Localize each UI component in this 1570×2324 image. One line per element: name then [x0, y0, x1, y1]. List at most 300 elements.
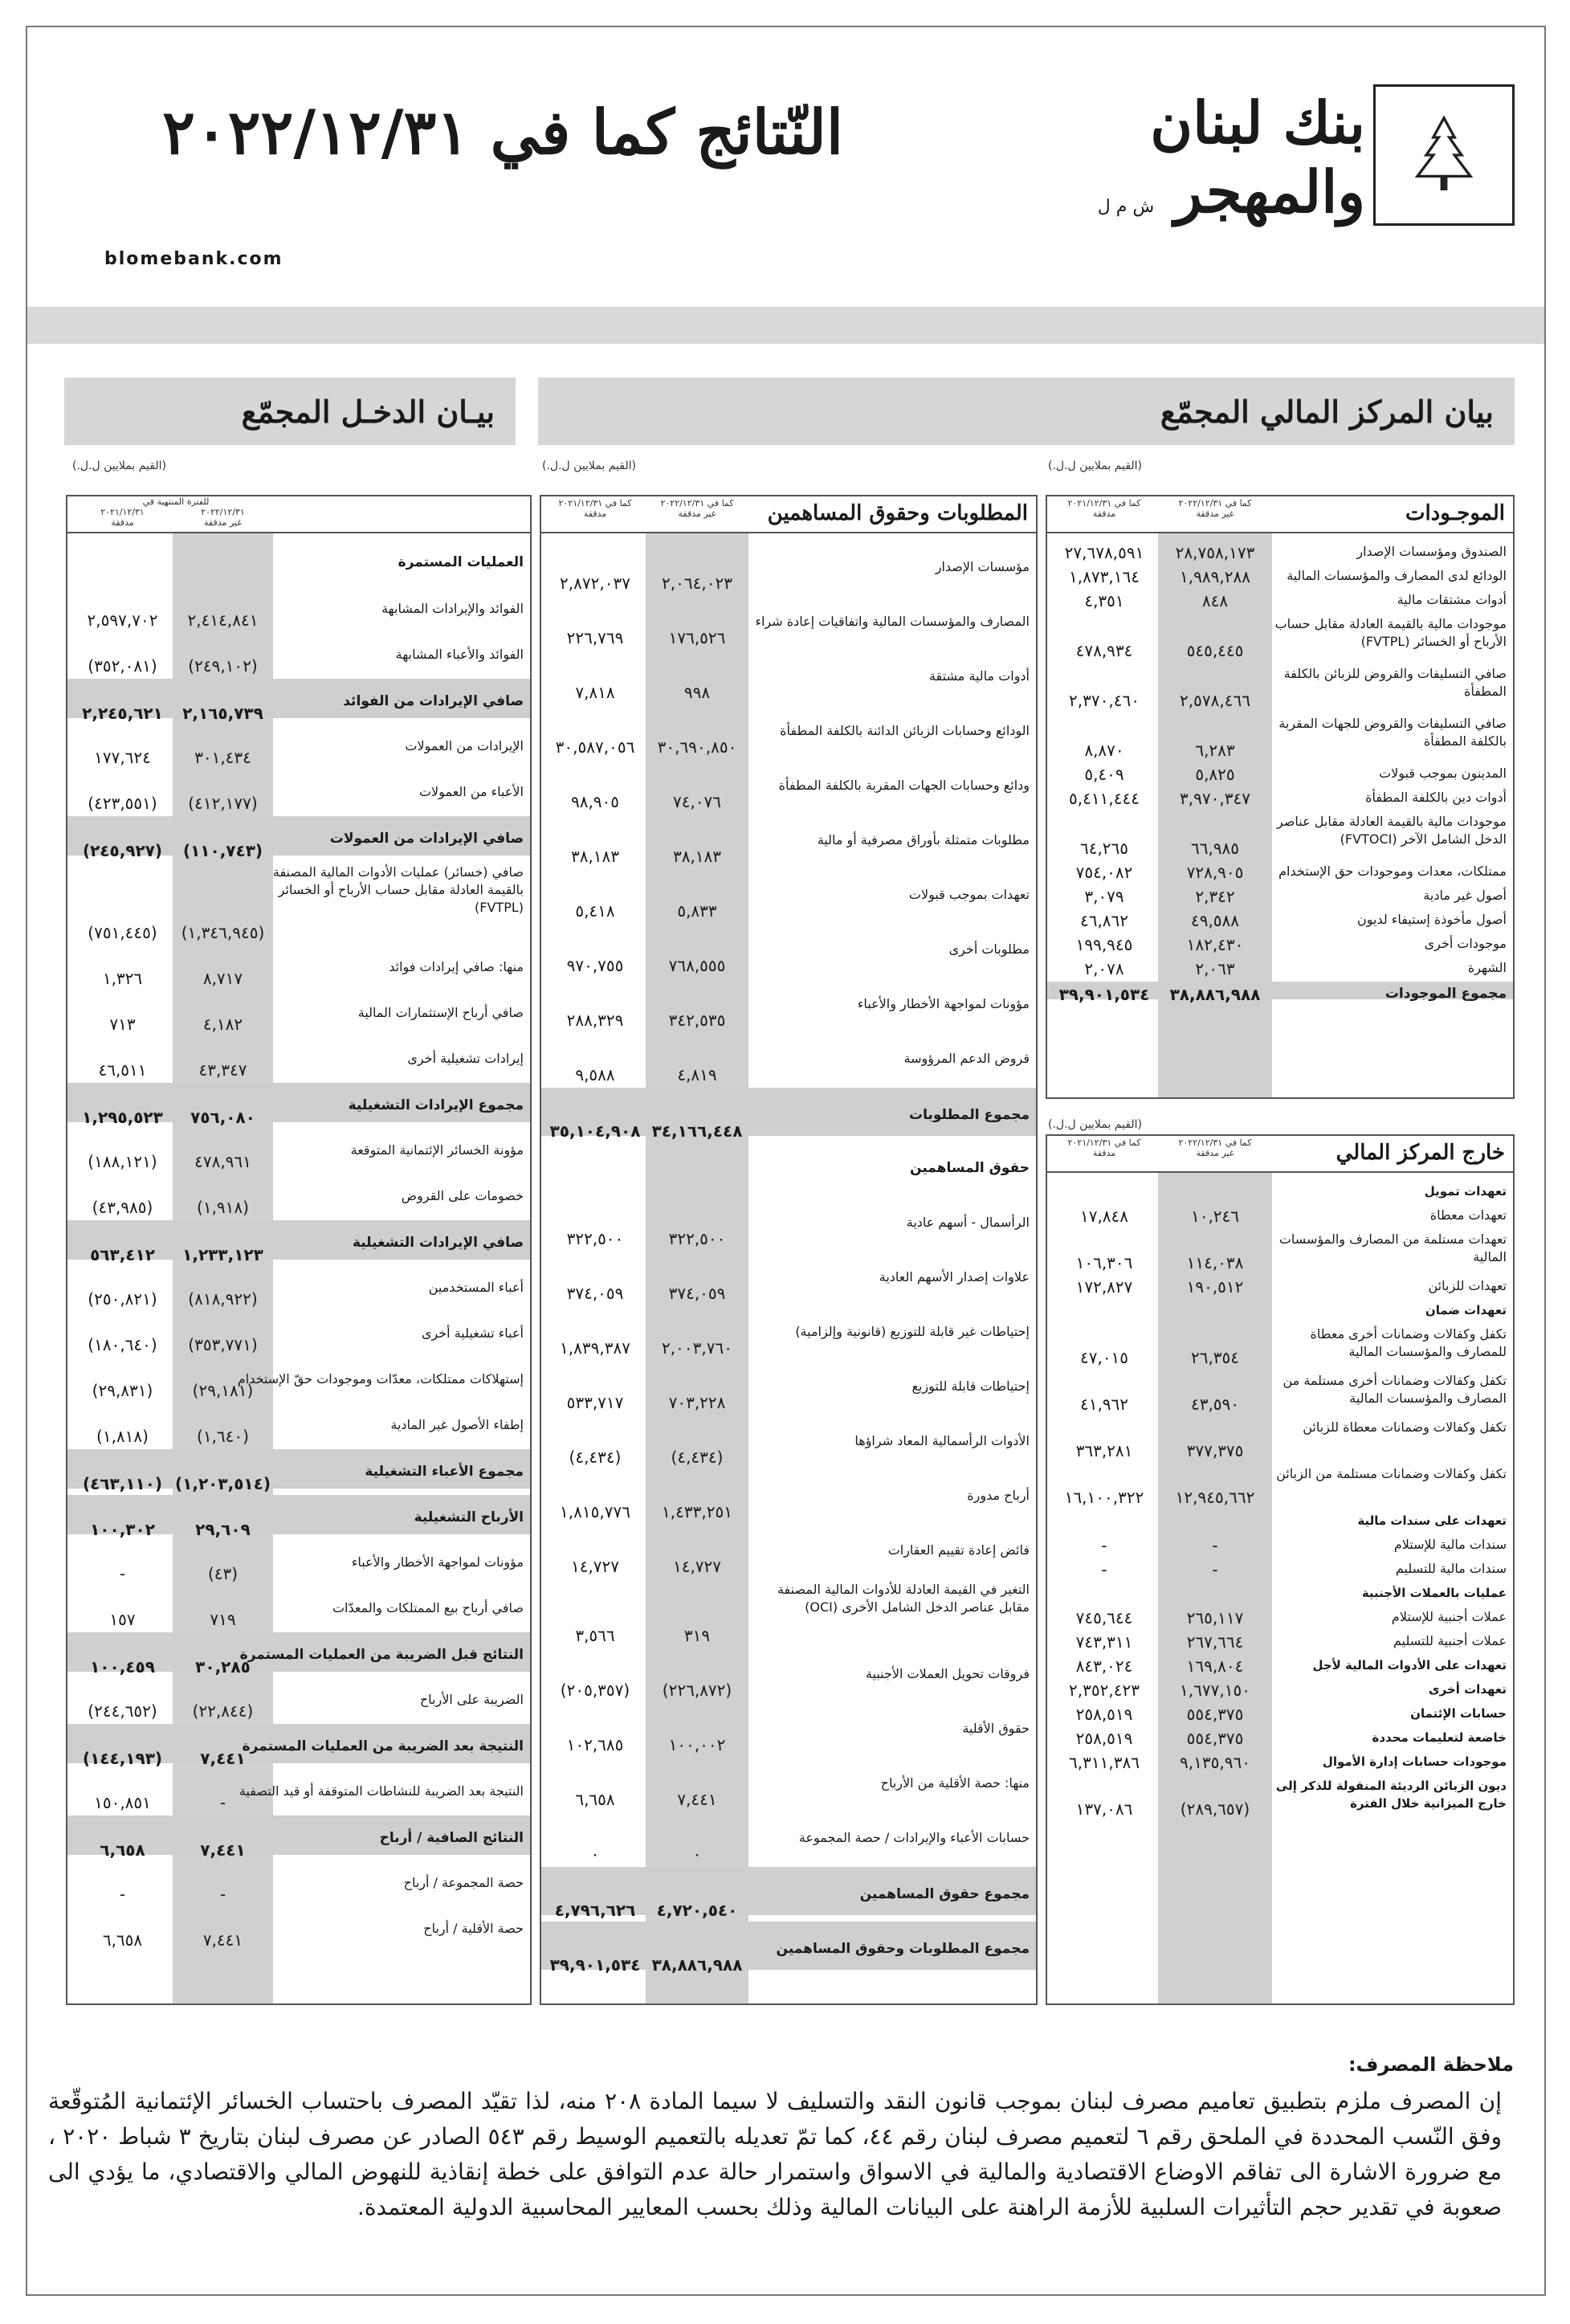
liabilities-title: المطلوبات وحقوق المساهمين: [767, 501, 1028, 525]
assets-row-value-2021: ١٩٩,٩٤٥: [1075, 935, 1133, 954]
liabilities-row-value-2021: ٣,٥٦٦: [575, 1626, 615, 1645]
assets-row-label: موجودات مالية بالقيمة العادلة مقابل حساب الأرباح أو الخسائر (FVTPL): [1274, 616, 1507, 649]
liabilities-row-label: مجموع المطلوبات وحقوق المساهمين: [776, 1941, 1030, 1957]
income-row-value-2021: ١,٣٢٦: [102, 969, 143, 988]
assets-col1-header: كما في ٢٠٢٢/١٢/٣١ غير مدققة: [1178, 498, 1252, 519]
income-row: [67, 1035, 530, 1081]
offbs-row-value-2021: ١٧,٨٤٨: [1079, 1207, 1129, 1226]
income-row-value-2022: (٣٥٣,٧٧١): [188, 1335, 258, 1354]
income-row: [67, 816, 530, 860]
income-col2-header: ٢٠٢١/١٢/٣١ مدققة: [100, 507, 145, 528]
income-row: [67, 1083, 530, 1127]
offbs-row-value-2021: ٨٤٣,٠٢٤: [1075, 1656, 1133, 1676]
offbs-row-value-2022: ٣٧٧,٣٧٥: [1186, 1441, 1244, 1460]
income-row-value-2021: (٤٣,٩٨٥): [92, 1198, 153, 1217]
offbs-row-label: تعهدات مستلمة من المصارف والمؤسسات المالية: [1278, 1231, 1507, 1264]
income-row-value-2022: (٤١٢,١٧٧): [188, 794, 258, 813]
income-row: [67, 679, 530, 723]
offbs-row: [1047, 1227, 1513, 1274]
liabilities-row: [541, 1468, 1036, 1523]
liabilities-row: [541, 813, 1036, 868]
income-row-value-2021: ٤٦,٥١١: [98, 1060, 147, 1080]
offbs-row-label: تعهدات على سندات مالية: [1357, 1513, 1507, 1528]
offbs-row-value-2022: ٥٥٤,٣٧٥: [1186, 1705, 1244, 1724]
income-row-label: حصة المجموعة / أرباح: [403, 1875, 524, 1890]
offbs-row-value-2022: ٩,١٣٥,٩٦٠: [1180, 1753, 1250, 1772]
bank-suffix: ش م ل: [1097, 197, 1155, 217]
income-row-value-2022: ١,٢٣٣,١٢٣: [182, 1245, 263, 1264]
offbs-row-value-2021: ١٠٦,٣٠٦: [1075, 1253, 1133, 1272]
liabilities-row-value-2022: ٤,٨١٩: [677, 1065, 717, 1084]
liabilities-row-value-2021: (٢٠٥,٣٥٧): [560, 1681, 630, 1700]
income-row: [67, 540, 530, 586]
offbs-row-label: عملات أجنبية للإستلام: [1391, 1609, 1507, 1624]
assets-row: [1047, 588, 1513, 612]
income-row-label: أعباء المستخدمين: [428, 1280, 524, 1295]
liabilities-row-label: الرأسمال - أسهم عادية: [906, 1215, 1030, 1230]
income-row: [67, 1173, 530, 1219]
liabilities-row: [541, 1701, 1036, 1756]
liabilities-row-label: فروقات تحويل العملات الأجنبية: [865, 1666, 1030, 1681]
liabilities-row-value-2022: ٥,٨٣٣: [677, 901, 717, 921]
liabilities-row-value-2022: ٧٠٣,٢٢٨: [668, 1393, 726, 1412]
liabilities-row-label: ودائع وحسابات الجهات المقربة بالكلفة المطفأة: [778, 778, 1030, 793]
assets-row-label: أدوات مشتقات مالية: [1397, 592, 1507, 607]
offbs-unit-note: (القيم بملايين ل.ل.): [1048, 1118, 1142, 1131]
offbs-row: [1047, 1701, 1513, 1726]
income-row-value-2022: ٢,٤١٤,٨٤١: [187, 611, 259, 630]
offbs-row-value-2022: (٢٨٩,٦٥٧): [1180, 1799, 1250, 1819]
assets-row: [1047, 712, 1513, 762]
assets-row-value-2021: ٢٧,٦٧٨,٥٩١: [1064, 543, 1144, 562]
income-row-value-2022: (١١٠,٧٤٣): [182, 841, 263, 860]
income-row-label: إستهلاكات ممتلكات، معدّات وموجودات حقّ الإستخدام: [237, 1371, 524, 1387]
liabilities-row: [541, 1031, 1036, 1086]
income-row: [67, 1402, 530, 1448]
liab-col2-header: كما في ٢٠٢١/١٢/٣١ مدققة: [558, 498, 632, 519]
assets-row-value-2021: ٥,٤١١,٤٤٤: [1069, 789, 1140, 808]
liabilities-row: [541, 977, 1036, 1031]
liabilities-row-value-2022: ٢,٠٠٣,٧٦٠: [662, 1338, 732, 1358]
income-row-value-2021: (٤٦٣,١١٠): [82, 1474, 163, 1493]
income-row-label: صافي أرباح بيع الممتلكات والمعدّات: [332, 1600, 524, 1615]
liabilities-row-value-2022: ٧٤,٠٧٦: [672, 792, 722, 811]
assets-row: [1047, 612, 1513, 662]
income-row-value-2021: ١٥٠,٨٥١: [94, 1793, 151, 1812]
income-row: [67, 1495, 530, 1539]
income-row: [67, 723, 530, 769]
income-row-value-2021: (٢٤٥,٩٢٧): [82, 841, 163, 860]
offbs-row-value-2022: ١٢,٩٤٥,٦٦٢: [1175, 1488, 1255, 1507]
liabilities-row-label: مؤونات لمواجهة الأخطار والأعباء: [857, 996, 1030, 1011]
income-col1-header: ٢٠٢٢/١٢/٣١ غير مدققة: [201, 507, 245, 528]
offbs-row: [1047, 1274, 1513, 1298]
header-band: [27, 307, 1544, 344]
assets-row-label: صافي التسليفات والقروض للزبائن بالكلفة المطفأة: [1283, 666, 1507, 699]
liabilities-row: [541, 1088, 1036, 1141]
income-row: [67, 1860, 530, 1905]
offbs-row-label: حسابات الإئتمان: [1410, 1706, 1507, 1721]
income-row-value-2021: ٢,٢٤٥,٦٢١: [82, 704, 163, 723]
liabilities-row-value-2021: ٥٣٣,٧١٧: [566, 1393, 624, 1412]
income-row-label: إيرادات تشغيلية أخرى: [407, 1051, 524, 1066]
assets-row-value-2022: ٦,٢٨٣: [1195, 741, 1235, 760]
assets-row: [1047, 662, 1513, 712]
period-header: للفترة المنتهية في: [142, 496, 210, 507]
liabilities-row-label: تعهدات بموجب قبولات: [908, 887, 1030, 902]
assets-row: [1047, 564, 1513, 588]
liabilities-row-label: مؤسسات الإصدار: [935, 559, 1030, 574]
liabilities-row-value-2022: ١٤,٧٢٧: [672, 1557, 722, 1576]
liabilities-row: [541, 1359, 1036, 1414]
income-row-value-2021: (٣٥٢,٠٨١): [88, 656, 157, 676]
income-row-label: النتائج الصافية / أرباح: [379, 1830, 524, 1846]
assets-row-value-2022: ٥٤٥,٤٤٥: [1186, 641, 1244, 660]
assets-row-value-2021: ٧٥٤,٠٨٢: [1075, 863, 1133, 882]
liabilities-row-value-2021: ٣٨,١٨٣: [570, 847, 620, 866]
income-row: [67, 860, 530, 944]
assets-row: [1047, 860, 1513, 884]
cedar-icon: [1373, 84, 1515, 226]
assets-row-value-2022: ٤٩,٥٨٨: [1190, 911, 1240, 930]
offbs-row-value-2021: ٧٤٥,٦٤٤: [1075, 1608, 1133, 1628]
offbs-row-label: تكفل وكفالات وضمانات أخرى مستلمة من المصارف والمؤسسات المالية: [1283, 1373, 1507, 1406]
assets-row-label: صافي التسليفات والقروض للجهات المقربة بالكلفة المطفأة: [1278, 716, 1507, 749]
offbs-row-value-2021: ٢٥٨,٥١٩: [1075, 1705, 1133, 1724]
income-row-label: صافي أرباح الإستثمارات المالية: [357, 1005, 524, 1020]
income-row-value-2022: (٢٩,١٨١): [192, 1381, 254, 1400]
income-table-header: [67, 496, 530, 533]
offbs-row-label: عملات أجنبية للتسليم: [1393, 1633, 1507, 1648]
income-row-value-2022: ٧,٤٤١: [200, 1749, 246, 1768]
liabilities-row-value-2021: ٣٠,٥٨٧,٠٥٦: [555, 737, 635, 757]
income-row: [67, 1677, 530, 1722]
assets-row-label: الشهرة: [1467, 960, 1507, 975]
income-row-value-2021: (٢٥٠,٨٢١): [88, 1289, 157, 1309]
liabilities-row-value-2021: ٢,٨٧٢,٠٣٧: [560, 574, 630, 593]
liabilities-row-label: قروض الدعم المرؤوسة: [903, 1051, 1030, 1066]
income-row-value-2021: (٤٢٣,٥٥١): [88, 794, 157, 813]
offbs-row-label: تكفل وكفالات وضمانات معطاة للزبائن: [1303, 1419, 1507, 1435]
income-row-label: الفوائد والإيرادات المشابهة: [381, 601, 524, 616]
liabilities-row-label: حسابات الأعباء والإيرادات / حصة المجموعة: [798, 1830, 1030, 1845]
liabilities-row: [541, 922, 1036, 977]
offbs-row-label: تعهدات ضمان: [1425, 1303, 1507, 1317]
bank-name-line2: والمهجر ش م ل: [1097, 157, 1365, 226]
offbs-row: [1047, 1369, 1513, 1415]
off-balance-sheet-table: [1046, 1134, 1515, 2005]
assets-row-label: ممتلكات، معدات وموجودات حق الإستخدام: [1278, 864, 1507, 879]
income-row-value-2021: ١,٢٩٥,٥٢٣: [82, 1108, 163, 1127]
liabilities-row-value-2021: ٣٢٢,٥٠٠: [566, 1229, 624, 1248]
liabilities-row: [541, 594, 1036, 649]
assets-row-value-2022: ٧٢٨,٩٠٥: [1186, 863, 1244, 882]
income-row-value-2021: -: [119, 1885, 126, 1904]
income-row-value-2022: (٢٢,٨٤٤): [192, 1701, 254, 1721]
income-statement-table: [66, 495, 532, 2005]
income-row: [67, 1310, 530, 1356]
assets-row: [1047, 810, 1513, 860]
assets-row-value-2022: ٨٤٨: [1201, 591, 1229, 611]
income-row-label: إطفاء الأصول غير المادية: [390, 1417, 524, 1432]
offbs-row-label: سندات مالية للإستلام: [1393, 1537, 1507, 1552]
liabilities-row: [541, 704, 1036, 758]
offbs-row-value-2022: -: [1212, 1560, 1218, 1579]
liabilities-row-label: علاوات إصدار الأسهم العادية: [879, 1269, 1030, 1285]
liabilities-row-value-2022: ٢,٠٦٤,٠٢٣: [662, 574, 732, 593]
income-row: [67, 1127, 530, 1173]
liabilities-row: [541, 1523, 1036, 1578]
liabilities-row-value-2021: ١٤,٧٢٧: [570, 1557, 620, 1576]
liabilities-row-value-2021: ٢٨٨,٣٢٩: [566, 1011, 624, 1030]
assets-table-header: [1047, 496, 1513, 533]
offbs-row-value-2021: ٤١,٩٦٢: [1079, 1395, 1129, 1414]
liabilities-row-label: مجموع المطلوبات: [909, 1107, 1030, 1123]
offbs-row-label: موجودات حسابات إدارة الأموال: [1322, 1754, 1507, 1769]
income-row-label: مجموع الإيرادات التشغيلية: [348, 1097, 524, 1113]
liabilities-row-label: التغير في القيمة العادلة للأدوات المالية المصنفة مقابل عناصر الدخل الشامل الأخرى (OCI): [777, 1582, 1030, 1615]
liabilities-row-value-2022: ٤,٧٢٠,٥٤٠: [656, 1901, 738, 1920]
liabilities-row-label: أرباح مدورة: [967, 1488, 1030, 1503]
bank-name-line1: بنك لبنان: [1150, 88, 1365, 157]
liabilities-row-value-2021: ١٠٢,٦٨٥: [566, 1735, 624, 1754]
liabilities-row-value-2021: (٤,٤٣٤): [569, 1448, 622, 1467]
offbs-row-label: عمليات بالعملات الأجنبية: [1361, 1586, 1507, 1600]
assets-row-value-2022: ٦٦,٩٨٥: [1190, 839, 1240, 858]
liabilities-row-label: الودائع وحسابات الزبائن الدائنة بالكلفة المطفأة: [780, 723, 1030, 738]
liabilities-row-value-2022: ١٠٠,٠٠٢: [668, 1735, 726, 1754]
liabilities-row-value-2022: ٣١٩: [683, 1626, 711, 1645]
liabilities-row-label: الأدوات الرأسمالية المعاد شراؤها: [854, 1433, 1030, 1448]
offbs-row: [1047, 1203, 1513, 1227]
liabilities-row-value-2021: ٤,٧٩٦,٦٢٦: [554, 1901, 636, 1920]
income-row: [67, 1449, 530, 1493]
income-row-value-2021: ٥٦٣,٤١٢: [90, 1245, 155, 1264]
income-row: [67, 1585, 530, 1631]
income-row-value-2022: ٧٥٦,٠٨٠: [190, 1108, 255, 1127]
liabilities-row-label: مطلوبات متمثلة بأوراق مصرفية أو مالية: [817, 832, 1030, 848]
assets-row-value-2021: ٣٩,٩٠١,٥٣٤: [1058, 985, 1150, 1004]
income-row: [67, 1539, 530, 1585]
assets-row-label: أصول غير مادية: [1423, 888, 1507, 903]
liabilities-row-value-2022: (٤,٤٣٤): [671, 1448, 724, 1467]
liabilities-row-label: منها: حصة الأقلية من الأرباح: [880, 1775, 1030, 1791]
income-row-value-2022: (٤٣): [207, 1564, 239, 1583]
assets-row-value-2021: ٨,٨٧٠: [1084, 741, 1124, 760]
offbs-row: [1047, 1415, 1513, 1462]
liabilities-row-value-2021: ٩,٥٨٨: [575, 1065, 615, 1084]
assets-row-value-2021: ٥,٤٠٩: [1084, 765, 1124, 784]
assets-row-value-2022: ٣,٩٧٠,٣٤٧: [1180, 789, 1250, 808]
income-row-value-2021: (٧٥١,٤٤٥): [88, 923, 157, 942]
liabilities-row-value-2021: ٣٧٤,٠٥٩: [566, 1284, 624, 1303]
income-row-value-2022: ٤٣,٣٤٧: [198, 1060, 247, 1080]
liabilities-row: [541, 868, 1036, 922]
liabilities-row-value-2022: ٣٢٢,٥٠٠: [668, 1229, 726, 1248]
liabilities-row-label: فائض إعادة تقييم العقارات: [887, 1542, 1030, 1558]
assets-row-value-2022: ١٨٢,٤٣٠: [1186, 935, 1244, 954]
assets-row-value-2021: ٤,٣٥١: [1084, 591, 1124, 611]
income-row: [67, 1724, 530, 1768]
assets-row-value-2021: ٦٤,٢٦٥: [1079, 839, 1129, 858]
offbs-row-value-2022: ١٩٠,٥١٢: [1186, 1277, 1244, 1297]
income-row: [67, 1815, 530, 1860]
income-row-value-2022: ٣٠,٢٨٥: [195, 1657, 251, 1677]
offbs-row-value-2021: ٢٥٨,٥١٩: [1075, 1729, 1133, 1748]
bank-name: [1044, 88, 1365, 242]
income-row-value-2022: ٧١٩: [210, 1610, 236, 1629]
income-row-value-2021: ١٧٧,٦٢٤: [94, 748, 151, 767]
income-row-value-2022: ٤,١٨٢: [202, 1015, 243, 1034]
income-row-value-2021: ١٠٠,٤٥٩: [90, 1657, 155, 1677]
assets-row-value-2022: ٣٨,٨٨٦,٩٨٨: [1169, 985, 1261, 1004]
income-row-value-2021: (١٨٠,٦٤٠): [88, 1335, 157, 1354]
assets-row-label: الودائع لدى المصارف والمؤسسات المالية: [1287, 568, 1507, 583]
income-row-value-2021: ٦,٦٥٨: [102, 1930, 143, 1950]
income-row-value-2021: (١,٨١٨): [96, 1427, 149, 1446]
liabilities-row-value-2021: ٧,٨١٨: [575, 683, 615, 702]
liabilities-row-value-2021: ٣٩,٩٠١,٥٣٤: [549, 1955, 641, 1975]
income-row-value-2021: (١٨٨,١٢١): [88, 1152, 157, 1171]
website-link[interactable]: blomebank.com: [104, 249, 283, 269]
offbs-row-label: سندات مالية للتسليم: [1395, 1561, 1507, 1576]
assets-row-label: الصندوق ومؤسسات الإصدار: [1356, 544, 1507, 559]
income-row-label: حصة الأقلية / أرباح: [423, 1921, 524, 1936]
liabilities-row: [541, 758, 1036, 813]
offbs-row-value-2021: -: [1101, 1560, 1107, 1579]
liabilities-row: [541, 1305, 1036, 1359]
offbs-row-label: ديون الزبائن الرديئة المنقولة للذكر إلى خارج الميزانية خلال الفترة: [1275, 1779, 1507, 1811]
income-row: [67, 631, 530, 677]
income-row-value-2021: ١٥٧: [109, 1610, 136, 1629]
liabilities-row-label: إحتياطات قابلة للتوزيع: [911, 1378, 1030, 1394]
assets-row-value-2021: ٢,٣٧٠,٤٦٠: [1069, 691, 1140, 710]
offbs-row: [1047, 1557, 1513, 1581]
income-row: [67, 1356, 530, 1402]
liabilities-row-value-2021: ٠: [590, 1844, 600, 1864]
assets-table: [1046, 495, 1515, 1099]
offbs-row-value-2021: ٢,٣٥٢,٤٢٣: [1069, 1681, 1140, 1700]
offbs-row-label: خاضعة لتعليمات محددة: [1372, 1730, 1507, 1745]
offbs-row: [1047, 1179, 1513, 1203]
offbs-row-value-2022: ١٠,٢٤٦: [1190, 1207, 1240, 1226]
income-row-value-2021: (١٤٤,١٩٣): [82, 1749, 163, 1768]
income-row-value-2022: (١,٣٤٦,٩٤٥): [181, 923, 265, 942]
offbs-row-value-2022: ٢٦٥,١١٧: [1186, 1608, 1244, 1628]
income-row-value-2022: ٧,٤٤١: [202, 1930, 243, 1950]
offbs-row-value-2021: ٦,٣١١,٣٨٦: [1069, 1753, 1140, 1772]
offbs-row-value-2021: ١٦,١٠٠,٣٢٢: [1064, 1488, 1144, 1507]
liabilities-row: [541, 1141, 1036, 1195]
income-row-value-2022: ٨,٧١٧: [202, 969, 243, 988]
offbs-row-label: تعهدات أخرى: [1428, 1682, 1507, 1697]
offbs-row-value-2022: ٤٣,٥٩٠: [1190, 1395, 1240, 1414]
offbs-row: [1047, 1750, 1513, 1774]
income-row-label: العمليات المستمرة: [398, 554, 524, 570]
offbs-row-value-2021: -: [1101, 1536, 1107, 1555]
offbs-row-label: تكفل وكفالات وضمانات أخرى معطاة للمصارف والمؤسسات المالية: [1310, 1326, 1507, 1359]
assets-row: [1047, 982, 1513, 1004]
assets-row-value-2022: ٢,٥٧٨,٤٦٦: [1180, 691, 1250, 710]
offbs-col1-header: كما في ٢٠٢٢/١٢/٣١ غير مدققة: [1178, 1137, 1252, 1158]
income-row-value-2022: ٣٠١,٤٣٤: [194, 748, 251, 767]
assets-row-label: موجودات أخرى: [1424, 936, 1507, 951]
income-statement-title: بيـان الدخـل المجمّع: [64, 378, 516, 445]
liabilities-row-value-2022: ٣٤,١٦٦,٤٤٨: [651, 1121, 743, 1141]
income-row: [67, 1632, 530, 1677]
assets-row-value-2022: ٢٨,٧٥٨,١٧٣: [1175, 543, 1255, 562]
liabilities-row-value-2022: ٣٨,١٨٣: [672, 847, 722, 866]
offbs-row-value-2021: ٤٧,٠١٥: [1079, 1348, 1129, 1367]
liabilities-row-label: إحتياطات غير قابلة للتوزيع (قانونية وإلزامية): [795, 1324, 1030, 1339]
offbs-table-header: [1047, 1136, 1513, 1173]
liabilities-row: [541, 1756, 1036, 1811]
offbs-row-value-2021: ٧٤٣,٣١١: [1075, 1632, 1133, 1652]
income-row-label: صافي الإيرادات التشغيلية: [352, 1235, 524, 1251]
offbs-row-value-2022: ٢٦,٣٥٤: [1190, 1348, 1240, 1367]
income-row-value-2022: ٤٧٨,٩٦١: [194, 1152, 251, 1171]
income-row-value-2021: ٢,٥٩٧,٧٠٢: [87, 611, 158, 630]
assets-row: [1047, 956, 1513, 980]
income-row-value-2022: ٧,٤٤١: [200, 1840, 246, 1860]
income-row-label: الفوائد والأعباء المشابهة: [395, 647, 524, 662]
income-row-label: خصومات على القروض: [401, 1188, 524, 1203]
offbs-row-label: تعهدات معطاة: [1429, 1207, 1507, 1223]
liabilities-row-value-2022: ٣٨,٨٨٦,٩٨٨: [651, 1955, 743, 1975]
liabilities-row: [541, 649, 1036, 704]
liabilities-row-value-2021: ٦,٦٥٨: [575, 1790, 615, 1809]
income-row-label: صافي الإيرادات من الفوائد: [343, 693, 524, 709]
income-row: [67, 1905, 530, 1951]
offbs-row: [1047, 1298, 1513, 1322]
liabilities-row-label: مطلوبات أخرى: [948, 941, 1030, 957]
liabilities-row-value-2022: ٧٦٨,٥٥٥: [668, 956, 726, 975]
offbs-row-label: تعهدات على الأدوات المالية لأجل: [1312, 1658, 1507, 1673]
offbs-row: [1047, 1653, 1513, 1677]
income-row-value-2022: (١,٢٠٣,٥١٤): [175, 1474, 271, 1493]
offbs-row: [1047, 1605, 1513, 1629]
income-row-label: الضريبة على الأرباح: [419, 1692, 524, 1707]
liabilities-row-label: حقوق المساهمين: [910, 1160, 1030, 1176]
income-row-value-2022: (٢٤٩,١٠٢): [188, 656, 258, 676]
liabilities-row: [541, 1922, 1036, 1975]
results-title: النّتائج كما في ٢٠٢٢/١٢/٣١: [162, 96, 843, 168]
offbs-row: [1047, 1774, 1513, 1820]
liabilities-row-value-2021: ١,٨١٥,٧٧٦: [560, 1502, 630, 1521]
offbs-row: [1047, 1581, 1513, 1605]
liabilities-row-label: حقوق الأقلية: [962, 1721, 1030, 1736]
liabilities-row: [541, 1811, 1036, 1865]
assets-unit-note: (القيم بملايين ل.ل.): [1048, 459, 1142, 472]
liabilities-table-header: [541, 496, 1036, 533]
offbs-row: [1047, 1726, 1513, 1750]
offbs-row-value-2022: ١١٤,٠٣٨: [1186, 1253, 1244, 1272]
income-row-label: مؤونات لمواجهة الأخطار والأعباء: [351, 1554, 524, 1570]
offbs-row-value-2022: ١٦٩,٨٠٤: [1186, 1656, 1244, 1676]
offbs-row-value-2021: ١٧٢,٨٢٧: [1075, 1277, 1133, 1297]
offbs-row-label: تكفل وكفالات وضمانات مستلمة من الزبائن: [1276, 1466, 1507, 1481]
financial-position-title: بيان المركز المالي المجمّع: [538, 378, 1515, 445]
income-row-value-2022: (٨١٨,٩٢٢): [188, 1289, 258, 1309]
liabilities-row: [541, 1867, 1036, 1920]
income-row: [67, 944, 530, 990]
assets-row-label: أدوات دين بالكلفة المطفأة: [1365, 790, 1507, 805]
assets-row: [1047, 786, 1513, 810]
income-row-value-2022: ٢,١٦٥,٧٣٩: [182, 704, 263, 723]
income-row-label: الأعباء من العمولات: [418, 784, 524, 799]
assets-row-value-2021: ١,٨٧٣,١٦٤: [1069, 567, 1140, 586]
liabilities-unit-note: (القيم بملايين ل.ل.): [542, 459, 636, 472]
